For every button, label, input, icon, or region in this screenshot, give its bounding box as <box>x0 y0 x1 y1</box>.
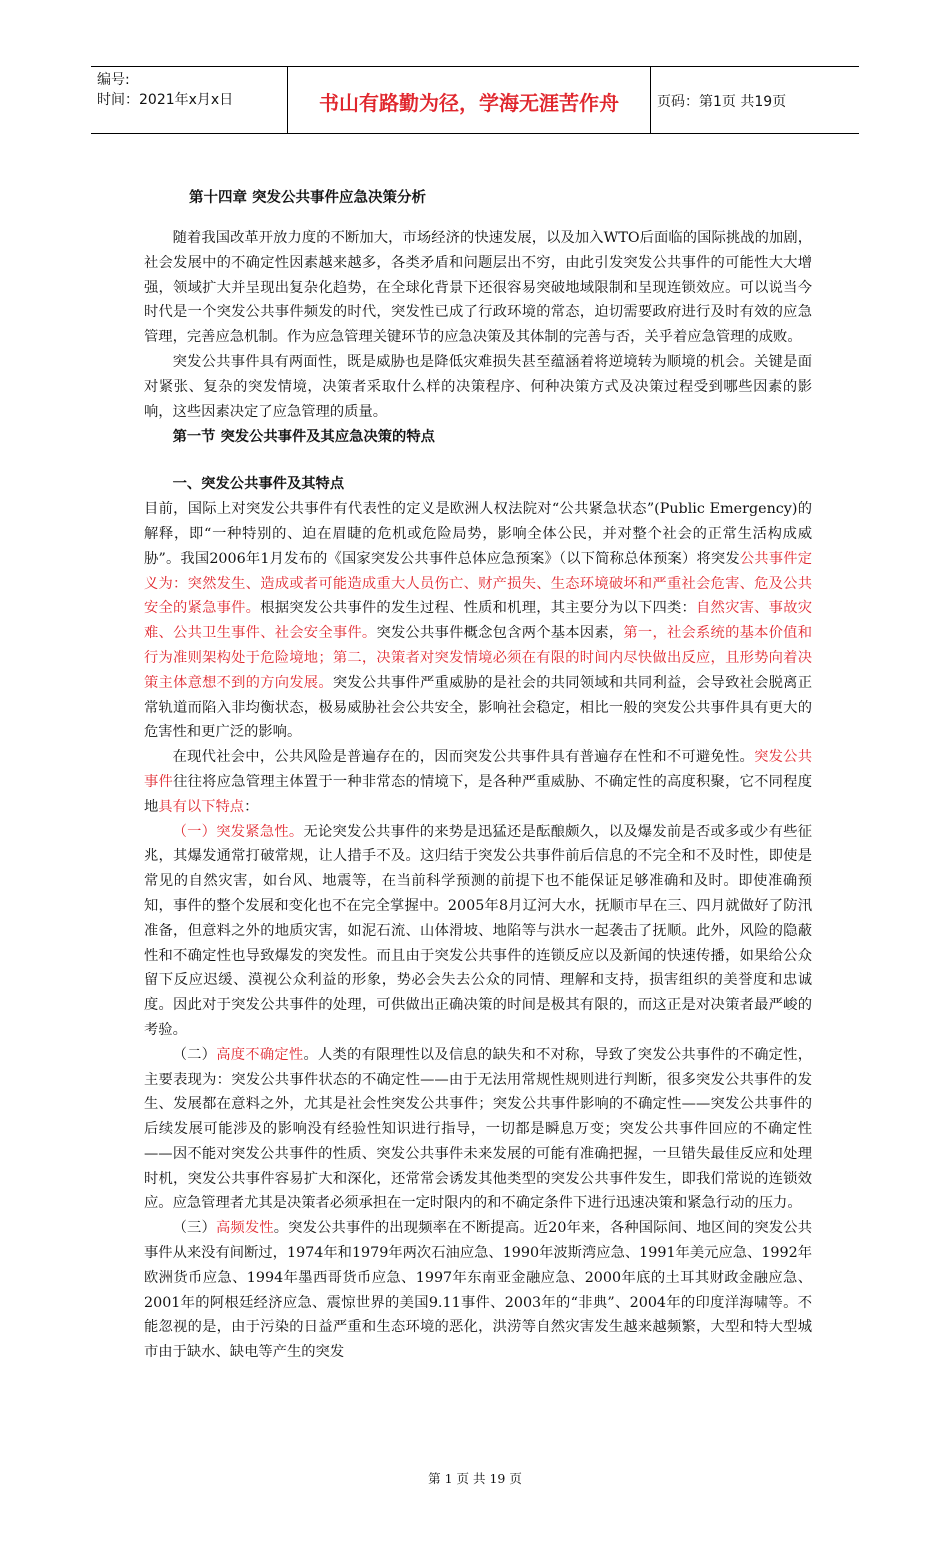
section-title: 第一节 突发公共事件及其应急决策的特点 <box>172 429 435 446</box>
doc-number-label: 编号: <box>97 72 130 88</box>
header-motto: 书山有路勤为径，学海无涯苦作舟 <box>319 91 619 115</box>
feature-2-paragraph <box>144 1043 812 1217</box>
feature-2-number: （二） <box>172 1046 217 1063</box>
subsection-title: 一、突发公共事件及其特点 <box>172 476 345 493</box>
definition-text-g: 突发公共事件严重威胁的是社会的共同领域和共同利益，会导致社会脱离正常轨道而陷入非均衡状态，极易威胁社会公共安全，影响社会稳定，相比一般的突发公共事件具有更大的危害性和更广泛的影响。 <box>144 674 813 741</box>
definition-paragraph <box>144 497 812 745</box>
feature-3-label: 高频发性 <box>215 1220 274 1237</box>
risk-text-d: 具有以下特点 <box>158 798 245 815</box>
header-center-cell <box>287 67 651 133</box>
definition-text-e: 突发公共事件概念包含两个基本因素， <box>376 625 624 642</box>
intro-paragraph-1: 随着我国改革开放力度的不断加大，市场经济的快速发展，以及加入WTO后面临的国际挑战的加剧，社会发展中的不确定性因素越来越多，各类矛盾和问题层出不穷，由此引发突发公共事件的可能性大大增强，领域扩大并呈现出复杂化趋势，在全球化背景下还很容易突破地域限制和呈现连锁效应。可以说当今时代是一个突发公共事件频发的时代，突发性已成了行政环境的常态，迫切需要政府进行及时有效的应急管理，完善应急机制。作为应急管理关键环节的应急决策及其体制的完善与否，关乎着应急管理的成败。 <box>144 230 812 346</box>
risk-text-b: 突发公共事件 <box>144 749 813 790</box>
definition-text-a: 目前，国际上对突发公共事件有代表性的定义是欧洲人权法院对“公共紧急状态”(Public Emergency)的解释，即“一种特别的、迫在眉睫的危机或危险局势，影响全体公民，并对整个社会的正常生活构成威胁”。我国2006年1月发布的《国家突发公共事件总体应急预案》（以下简称总体预案）将突发 <box>144 501 812 567</box>
feature-3-paragraph <box>144 1216 812 1365</box>
feature-2-label: 高度不确定性 <box>216 1046 304 1063</box>
feature-2-text: 。人类的有限理性以及信息的缺失和不对称，导致了突发公共事件的不确定性，主要表现为：突发公共事件状态的不确定性——由于无法用常规性规则进行判断，很多突发公共事件的发生、发展都在意料之外，尤其是社会性突发公共事件；突发公共事件影响的不确定性——突发公共事件的后续发展可能涉及的影响没有经验性知识进行指导，一切都是瞬息万变；突发公共事件回应的不确定性——因不能对突发公共事件的性质、突发公共事件未来发展的可能有准确把握，一旦错失最佳反应和处理时机，突发公共事件容易扩大和深化，还常常会诱发其他类型的突发公共事件发生，即我们常说的连锁效应。应急管理者尤其是决策者必须承担在一定时限内的和不确定条件下进行迅速决策和紧急行动的压力。 <box>144 1046 813 1212</box>
feature-1-paragraph <box>144 820 812 1043</box>
risk-text-c: 往往将应急管理主体置于一种非常态的情境下，是各种严重威胁、不确定性的高度积聚，它不同程度地 <box>144 773 813 815</box>
document-body <box>144 180 812 1365</box>
definition-text-d: 自然灾害、事故灾难、公共卫生事件、社会安全事件。 <box>144 600 813 642</box>
definition-text-b: 公共事件定义为：突然发生、造成或者可能造成重大人员伤亡、财产损失、生态环境破坏和严重社会危害、危及公共安全的紧急事件。 <box>144 550 813 617</box>
risk-text-a: 在现代社会中，公共风险是普遍存在的，因而突发公共事件具有普遍存在性和不可避免性。 <box>172 749 755 766</box>
feature-3-number: （三） <box>172 1220 216 1237</box>
document-header <box>91 66 859 134</box>
doc-time-label: 时间：2021年x月x日 <box>97 92 234 108</box>
header-right-cell <box>649 67 859 133</box>
header-left-cell <box>91 67 287 133</box>
spacer <box>144 452 812 472</box>
header-page-number: 页码：第1页 共19页 <box>657 94 787 110</box>
chapter-title: 第十四章 突发公共事件应急决策分析 <box>189 190 427 206</box>
feature-1-label: （一）突发紧急性。 <box>172 823 304 840</box>
intro-paragraph-2: 突发公共事件具有两面性，既是威胁也是降低灾难损失甚至蕴涵着将逆境转为顺境的机会。关键是面对紧张、复杂的突发情境，决策者采取什么样的决策程序、何种决策方式及决策过程受到哪些因素的影响，这些因素决定了应急管理的质量。 <box>144 353 812 420</box>
feature-3-text: 。突发公共事件的出现频率在不断提高。近20年来，各种国际间、地区间的突发公共事件从来没有间断过，1974年和1979年两次石油应急、1990年波斯湾应急、1991年美元应急、1992年欧洲货币应急、1994年墨西哥货币应急、1997年东南亚金融应急、2000年底的土耳其财政金融应急、2001年的阿根廷经济应急、震惊世界的美国9.11事件、2003年的“非典”、2004年的印度洋海啸等。不能忽视的是，由于污染的日益严重和生态环境的恶化，洪涝等自然灾害发生越来越频繁，大型和特大型城市由于缺水、缺电等产生的突发 <box>144 1220 813 1361</box>
definition-text-c: 根据突发公共事件的发生过程、性质和机理，其主要分为以下四类： <box>260 600 697 617</box>
definition-text-f: 第一，社会系统的基本价值和行为准则架构处于危险境地；第二，决策者对突发情境必须在有限的时间内尽快做出反应，且形势向着决策主体意想不到的方向发展。 <box>144 625 813 691</box>
risk-text-e: ： <box>244 798 259 815</box>
risk-paragraph <box>144 745 812 819</box>
feature-1-text: 无论突发公共事件的来势是迅猛还是酝酿颇久，以及爆发前是否或多或少有些征兆，其爆发通常打破常规，让人措手不及。这归结于突发公共事件前后信息的不完全和不及时性，即使是常见的自然灾害，如台风、地震等，在当前科学预测的前提下也不能保证足够准确和及时。即使准确预知，事件的整个发展和变化也不在完全掌握中。2005年8月辽河大水，抚顺市早在三、四月就做好了防汛准备，但意料之外的地质灾害，如泥石流、山体滑坡、地陷等与洪水一起袭击了抚顺。此外，风险的隐蔽性和不确定性也导致爆发的突发性。而且由于突发公共事件的连锁反应以及新闻的快速传播，如果给公众留下反应迟缓、漠视公众利益的形象，势必会失去公众的同情、理解和支持，损害组织的美誉度和忠诚度。因此对于突发公共事件的处理，可供做出正确决策的时间是极其有限的，而这正是对决策者最严峻的考验。 <box>144 823 813 1038</box>
page-footer: 第 1 页 共 19 页 <box>428 1471 522 1486</box>
